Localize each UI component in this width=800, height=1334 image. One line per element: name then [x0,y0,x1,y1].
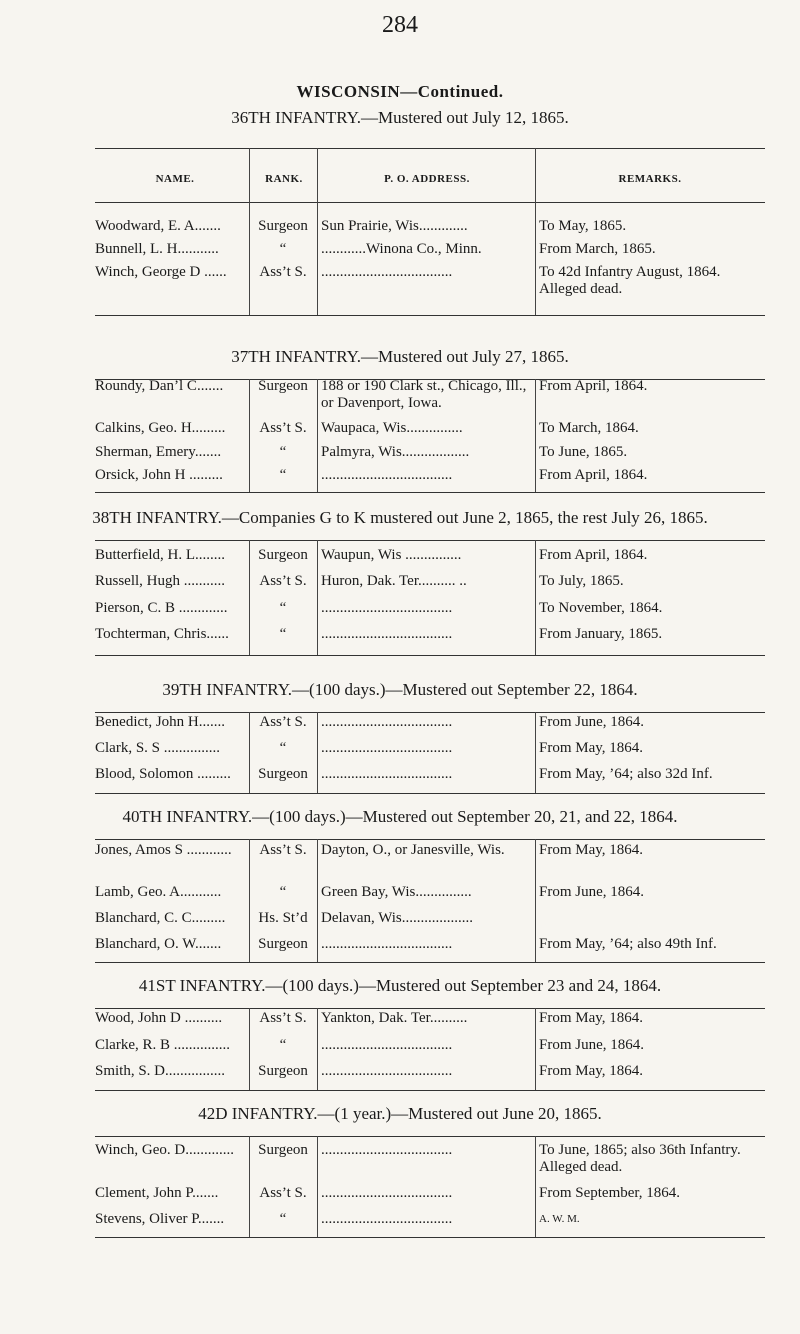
row-remarks: From May, ’64; also 49th Inf. [539,936,717,952]
row-name: Bunnell, L. H........... [95,241,219,257]
section-title: 39TH INFANTRY.—(100 days.)—Mustered out September 22, 1864. [162,680,638,699]
row-name: Sherman, Emery....... [95,444,222,460]
row-remarks: From March, 1865. [539,241,656,257]
row-remarks: From May, 1864. [539,1063,644,1079]
row-rank: Ass’t S. [259,842,307,858]
row-address: ................................... [321,1211,453,1227]
section-bottom-rule [95,1237,765,1238]
row-remarks: From May, 1864. [539,1010,644,1026]
row-remarks: From January, 1865. [539,626,663,642]
row-rank: Surgeon [258,1142,308,1158]
row-remarks: From April, 1864. [539,467,648,483]
address-divider [317,1008,318,1090]
row-rank: Ass’t S. [259,420,307,436]
row-name: Winch, George D ...... [95,264,227,280]
row-name: Pierson, C. B ............. [95,600,228,616]
row-address: ................................... [321,600,453,616]
row-address: ................................... [321,1037,453,1053]
row-name: Russell, Hugh ........... [95,573,226,589]
row-remarks: From September, 1864. [539,1185,681,1201]
section-title: 40TH INFANTRY.—(100 days.)—Mustered out September 20, 21, and 22, 1864. [122,807,678,826]
row-address: ................................... [321,1142,453,1158]
row-rank: Ass’t S. [259,714,307,730]
row-address: ................................... [321,740,453,756]
row-address: Green Bay, Wis............... [321,884,472,900]
first-subtitle: 36TH INFANTRY.—Mustered out July 12, 1865. [231,108,569,127]
row-address: ................................... [321,766,453,782]
row-rank: Surgeon [258,218,308,234]
row-address: ................................... [321,264,453,280]
remarks-divider [535,148,536,202]
row-address: ................................... [321,1185,453,1201]
section-top-rule [95,839,765,840]
address-divider [317,540,318,655]
address-column-header: P. O. ADDRESS. [384,173,470,185]
row-name: Winch, Geo. D............. [95,1142,234,1158]
section-bottom-rule [95,315,765,316]
row-rank: “ [279,467,287,483]
row-name: Blanchard, C. C......... [95,910,226,926]
row-name: Smith, S. D................ [95,1063,226,1079]
header-bottom-rule [95,202,765,203]
address-divider [317,148,318,202]
row-name: Stevens, Oliver P....... [95,1211,225,1227]
row-name: Roundy, Dan’l C....... [95,378,224,394]
row-remarks: From May, 1864. [539,740,644,756]
row-address: ................................... [321,626,453,642]
rank-divider [249,148,250,202]
remarks-divider [535,540,536,655]
row-address: Delavan, Wis................... [321,910,474,926]
remarks-divider [535,712,536,793]
row-name: Benedict, John H....... [95,714,225,730]
section-title: 41ST INFANTRY.—(100 days.)—Mustered out September 23 and 24, 1864. [138,976,662,995]
section-top-rule [95,540,765,541]
row-name: Blanchard, O. W....... [95,936,222,952]
row-rank: Surgeon [258,1063,308,1079]
row-name: Clarke, R. B ............... [95,1037,230,1053]
name-column-header: NAME. [155,173,195,185]
rank-column-header: RANK. [265,173,303,185]
row-remarks: To June, 1865; also 36th Infantry. Alleged dead. [539,1142,741,1175]
row-address: Waupaca, Wis............... [321,420,463,436]
row-rank: “ [279,884,287,900]
row-remarks: To March, 1864. [539,420,639,436]
row-address: Huron, Dak. Ter.......... .. [321,573,467,589]
row-rank: “ [279,241,287,257]
address-divider [317,202,318,315]
page-number: 284 [382,12,418,38]
row-remarks: To November, 1864. [539,600,663,616]
row-name: Orsick, John H ......... [95,467,223,483]
row-remarks: From April, 1864. [539,547,648,563]
row-rank: Surgeon [258,378,308,394]
row-remarks: From May, 1864. [539,842,644,858]
row-name: Jones, Amos S ............ [95,842,232,858]
row-address: Dayton, O., or Janesville, Wis. [321,842,505,858]
row-rank: “ [279,444,287,460]
address-divider [317,1136,318,1237]
row-address: 188 or 190 Clark st., Chicago, Ill., or Davenport, Iowa. [321,378,527,411]
row-rank: Surgeon [258,936,308,952]
row-remarks: From April, 1864. [539,378,648,394]
row-address: ................................... [321,467,453,483]
section-bottom-rule [95,492,765,493]
row-rank: Hs. St’d [258,910,308,926]
section-bottom-rule [95,793,765,794]
row-rank: Surgeon [258,547,308,563]
row-address: Yankton, Dak. Ter.......... [321,1010,468,1026]
row-name: Tochterman, Chris...... [95,626,229,642]
section-title: 37TH INFANTRY.—Mustered out July 27, 1865. [231,347,569,366]
row-remarks: To 42d Infantry August, 1864. Alleged dead. [539,264,721,297]
row-remarks: From June, 1864. [539,884,644,900]
remarks-divider [535,839,536,962]
section-top-rule [95,1008,765,1009]
row-rank: Surgeon [258,766,308,782]
remarks-divider [535,1136,536,1237]
row-address: ................................... [321,714,453,730]
section-title: 38TH INFANTRY.—Companies G to K mustered out June 2, 1865, the rest July 26, 1865. [92,508,708,527]
row-rank: “ [279,626,287,642]
row-address: Waupun, Wis ............... [321,547,462,563]
row-name: Clement, John P....... [95,1185,219,1201]
row-address: Sun Prairie, Wis............. [321,218,468,234]
row-remarks: To May, 1865. [539,218,627,234]
row-remarks: To July, 1865. [539,573,624,589]
row-name: Blood, Solomon ......... [95,766,231,782]
row-address: Palmyra, Wis.................. [321,444,470,460]
address-divider [317,839,318,962]
row-remarks: To June, 1865. [539,444,628,460]
remarks-divider [535,379,536,492]
section-top-rule [95,1136,765,1137]
row-name: Clark, S. S ............... [95,740,221,756]
row-address: ................................... [321,1063,453,1079]
section-bottom-rule [95,962,765,963]
address-divider [317,379,318,492]
row-remarks: From May, ’64; also 32d Inf. [539,766,713,782]
remarks-divider [535,1008,536,1090]
state-title: WISCONSIN—Continued. [296,82,504,101]
section-bottom-rule [95,655,765,656]
remarks-divider [535,202,536,315]
remarks-column-header: REMARKS. [618,173,682,185]
row-name: Calkins, Geo. H......... [95,420,226,436]
address-divider [317,712,318,793]
row-rank: Ass’t S. [259,1010,307,1026]
row-rank: “ [279,1211,287,1227]
row-remarks: A. W. M. [539,1213,580,1225]
row-rank: “ [279,600,287,616]
row-remarks: From June, 1864. [539,1037,644,1053]
row-rank: Ass’t S. [259,264,307,280]
row-name: Lamb, Geo. A........... [95,884,222,900]
row-rank: Ass’t S. [259,1185,307,1201]
header-top-rule [95,148,765,149]
section-bottom-rule [95,1090,765,1091]
row-name: Butterfield, H. L........ [95,547,225,563]
row-name: Wood, John D .......... [95,1010,223,1026]
row-rank: “ [279,740,287,756]
row-rank: “ [279,1037,287,1053]
row-address: ................................... [321,936,453,952]
row-rank: Ass’t S. [259,573,307,589]
row-remarks: From June, 1864. [539,714,644,730]
section-title: 42D INFANTRY.—(1 year.)—Mustered out June 20, 1865. [198,1104,602,1123]
row-name: Woodward, E. A....... [95,218,221,234]
row-address: ............Winona Co., Minn. [321,241,482,257]
section-top-rule [95,712,765,713]
